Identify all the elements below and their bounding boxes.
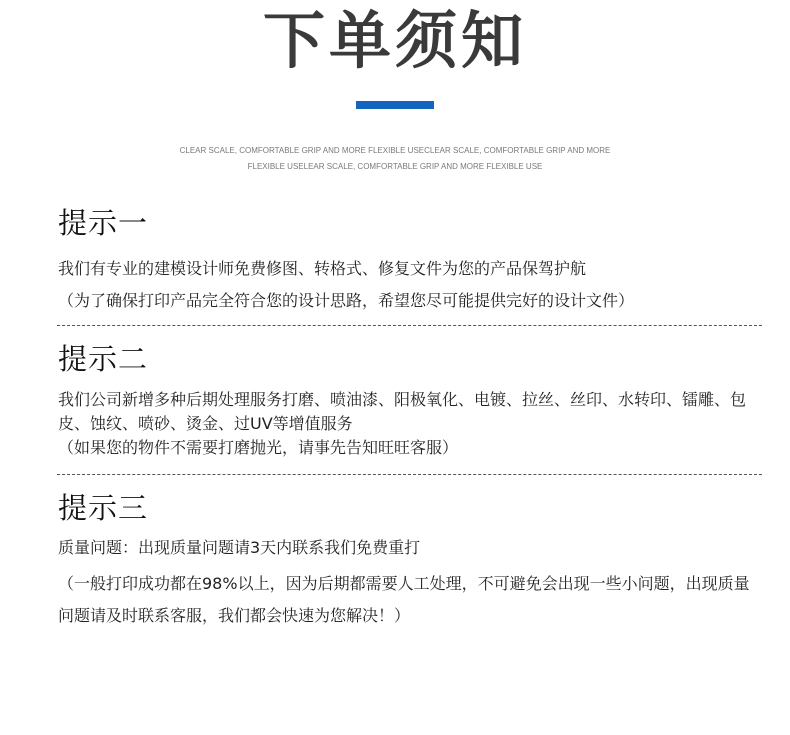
tip-heading-3: 提示三 (58, 491, 149, 525)
tip-3-line-2: （一般打印成功都在98%以上，因为后期都需要人工处理，不可避免会出现一些小问题，出现质量问题请及时联系客服，我们都会快速为您解决！） (58, 574, 750, 625)
tip-3-line-1: 质量问题：出现质量问题请3天内联系我们免费重打 (58, 538, 421, 557)
tip-heading-1: 提示一 (58, 206, 149, 240)
page-title: 下单须知 (262, 4, 527, 77)
section-divider-2 (57, 474, 762, 475)
tip-1-line-2: （为了确保打印产品完全符合您的设计思路，希望您尽可能提供完好的设计文件） (58, 291, 635, 310)
tip-2-line-2: （如果您的物件不需要打磨抛光，请事先告知旺旺客服） (58, 438, 459, 457)
tip-1-line-1: 我们有专业的建模设计师免费修图、转格式、修复文件为您的产品保驾护航 (58, 259, 587, 278)
title-accent-bar (356, 101, 434, 109)
english-tagline: CLEAR SCALE, COMFORTABLE GRIP AND MORE FLEXIBLE USECLEAR SCALE, COMFORTABLE GRIP AND MORE FLEXIBLE USELEAR SCALE, COMFORTABLE GRIP AND MORE FLEXIBLE USE (179, 146, 611, 171)
section-divider-1 (57, 325, 762, 326)
tip-section-3 (58, 491, 762, 632)
tip-heading-2: 提示二 (58, 342, 149, 376)
tip-section-1 (58, 206, 762, 313)
tip-section-2 (58, 342, 762, 460)
tip-2-line-1: 我们公司新增多种后期处理服务打磨、喷油漆、阳极氧化、电镀、拉丝、丝印、水转印、镭雕、包皮、蚀纹、喷砂、烫金、过UV等增值服务 (58, 390, 747, 433)
